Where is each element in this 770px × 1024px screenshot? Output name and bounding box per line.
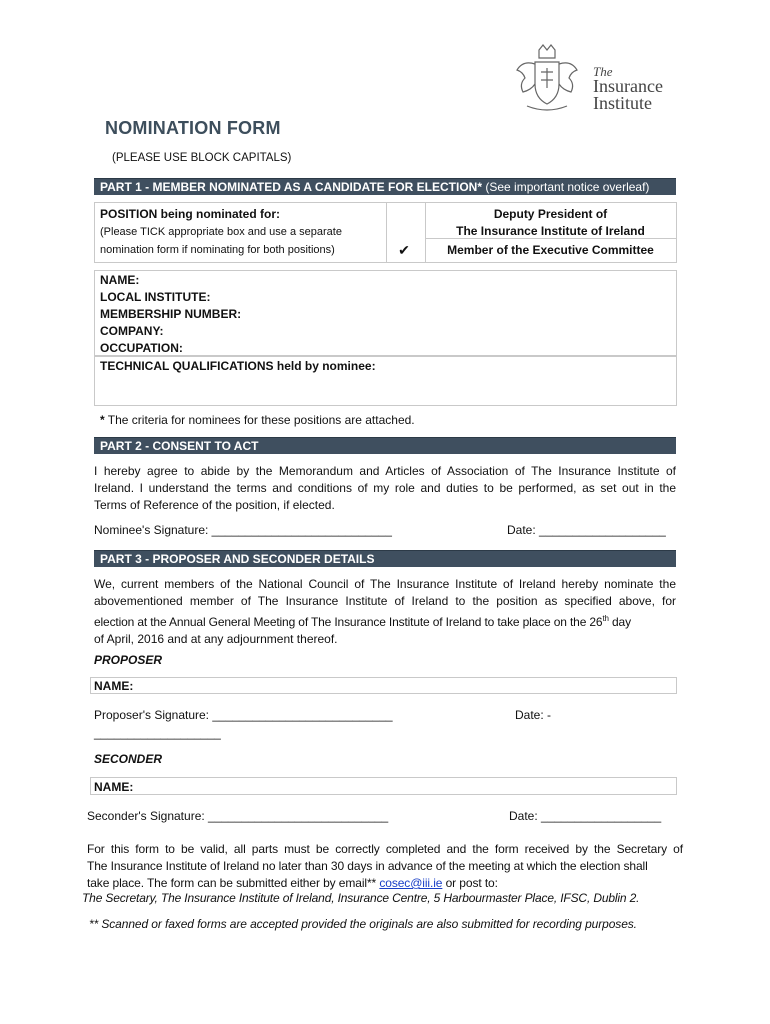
instructions-line-2: The Insurance Institute of Ireland no later than 30 days in advance of the meeting at which the election shall: [87, 859, 648, 873]
tick-mark-icon: ✔: [398, 242, 410, 258]
nomination-line-2: abovementioned member of The Insurance Institute of Ireland to the position as specified above, for: [94, 594, 676, 608]
seconder-name-box[interactable]: [90, 777, 677, 795]
criteria-note: [100, 413, 415, 427]
nomination-paragraph: [94, 576, 676, 648]
logo-word-the: The: [593, 64, 613, 79]
proposer-name-box[interactable]: [90, 677, 677, 694]
nomination-line-3-text: election at the Annual General Meeting of The Insurance Institute of Ireland to take place on the 26: [94, 615, 603, 629]
part3-heading: PART 3 - PROPOSER AND SECONDER DETAILS: [100, 552, 375, 566]
option-executive-committee: Member of the Executive Committee: [447, 243, 654, 257]
criteria-text: The criteria for nominees for these positions are attached.: [107, 413, 415, 427]
seconder-heading: SECONDER: [94, 752, 163, 766]
nomination-line-4: of April, 2016 and at any adjournment thereof.: [94, 632, 338, 646]
logo-line-1: Insurance: [593, 76, 663, 96]
option-deputy-president: [425, 206, 676, 240]
instructions-line-3: [87, 875, 683, 892]
scanned-forms-note: ** Scanned or faxed forms are accepted provided the originals are also submitted for recording purposes.: [89, 917, 637, 931]
option-deputy-president-checkbox[interactable]: [386, 205, 422, 238]
seconder-date-field[interactable]: Date: __________________: [509, 809, 662, 823]
part1-heading: PART 1 - MEMBER NOMINATED AS A CANDIDATE FOR ELECTION*: [100, 180, 482, 194]
position-label: POSITION being nominated for:: [100, 207, 280, 221]
field-company[interactable]: COMPANY:: [100, 324, 164, 338]
part3-heading-bar: [94, 550, 676, 567]
option-executive-committee-checkbox[interactable]: [386, 239, 422, 261]
proposer-date-line[interactable]: ___________________: [94, 726, 221, 740]
seconder-name-label: NAME:: [94, 780, 134, 794]
proposer-name-label: NAME:: [94, 679, 134, 693]
page-title: NOMINATION FORM: [105, 118, 281, 138]
logo-wordmark: [593, 78, 663, 112]
nominee-signature-field[interactable]: Nominee's Signature: ___________________________: [94, 523, 392, 537]
logo-line-2: Institute: [593, 93, 652, 113]
field-local-institute[interactable]: LOCAL INSTITUTE:: [100, 290, 211, 304]
instructions-line-1: For this form to be valid, all parts must be correctly completed and the form received by the Secretary of: [87, 842, 683, 856]
consent-line-1: I hereby agree to abide by the Memorandum and Articles of Association of The Insurance Institute of: [94, 464, 676, 478]
field-qualifications: TECHNICAL QUALIFICATIONS held by nominee:: [100, 359, 376, 373]
submission-instructions: [87, 841, 683, 892]
field-membership-number[interactable]: MEMBERSHIP NUMBER:: [100, 307, 242, 321]
field-occupation[interactable]: OCCUPATION:: [100, 341, 183, 355]
proposer-heading: PROPOSER: [94, 653, 163, 667]
part1-heading-note: (See important notice overleaf): [485, 180, 650, 194]
consent-paragraph: [94, 463, 676, 514]
option-deputy-president-line2: The Insurance Institute of Ireland: [456, 224, 645, 238]
position-help-1: (Please TICK appropriate box and use a separate: [100, 226, 342, 238]
consent-line-2: Ireland. I understand the terms and conditions of my role and duties to be performed, as set out in the: [94, 481, 676, 495]
instructions-line-3-end: or post to:: [442, 876, 498, 890]
consent-line-3: Terms of Reference of the position, if elected.: [94, 498, 335, 512]
email-link[interactable]: cosec@iii.ie: [379, 876, 443, 890]
insurance-institute-crest-logo: [505, 40, 589, 120]
nomination-line-3-sup: th: [602, 614, 609, 623]
page-subtitle: (PLEASE USE BLOCK CAPITALS): [112, 152, 292, 164]
part1-heading-bar: [94, 178, 676, 195]
proposer-date-field[interactable]: Date: -: [515, 708, 552, 722]
nomination-line-1: We, current members of the National Council of The Insurance Institute of Ireland hereby nominate the: [94, 577, 676, 591]
postal-address: The Secretary, The Insurance Institute of Ireland, Insurance Centre, 5 Harbourmaster Place, IFSC, Dublin 2.: [82, 891, 640, 905]
nomination-line-3-end: day: [608, 615, 631, 629]
proposer-signature-field[interactable]: Proposer's Signature: ___________________________: [94, 708, 393, 722]
nominee-date-field[interactable]: Date: ___________________: [507, 523, 666, 537]
nomination-line-3: [94, 610, 676, 631]
seconder-signature-field[interactable]: Seconder's Signature: ___________________________: [87, 809, 389, 823]
field-name[interactable]: NAME:: [100, 273, 140, 287]
instructions-line-3-start: take place. The form can be submitted either by email**: [87, 876, 380, 890]
part2-heading: PART 2 - CONSENT TO ACT: [100, 439, 259, 453]
position-help-2: nomination form if nominating for both positions): [100, 244, 335, 256]
criteria-asterisk: *: [100, 413, 105, 427]
option-deputy-president-line1: Deputy President of: [493, 207, 608, 221]
part2-heading-bar: [94, 437, 676, 454]
